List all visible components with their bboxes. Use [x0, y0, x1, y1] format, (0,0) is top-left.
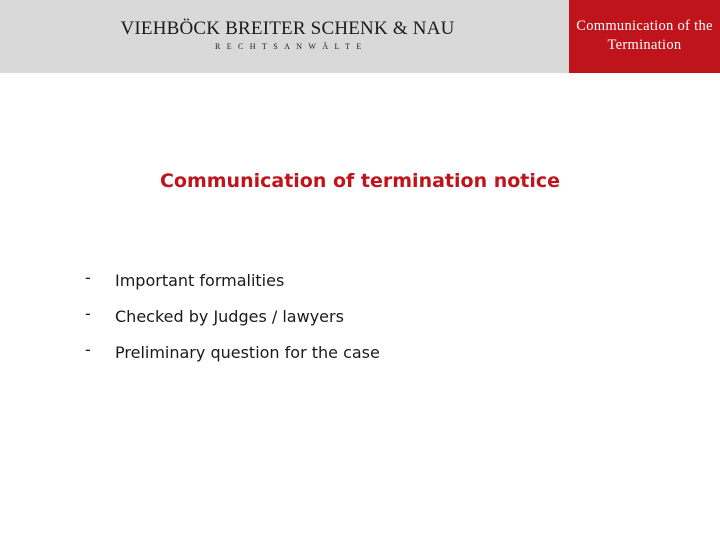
header-band	[0, 0, 569, 73]
firm-name: VIEHBÖCK BREITER SCHENK & NAU	[120, 18, 455, 39]
section-title: Communication of the Termination	[576, 18, 713, 53]
bullet-text: Preliminary question for the case	[115, 343, 380, 362]
slide-title: Communication of termination notice	[159, 170, 561, 192]
firm-subtitle: RECHTSANWÄLTE	[215, 42, 368, 51]
bullet-marker: -	[85, 268, 91, 287]
bullet-marker: -	[85, 304, 91, 323]
bullet-text: Important formalities	[115, 271, 285, 290]
section-title-box	[569, 0, 720, 73]
bullet-text: Checked by Judges / lawyers	[115, 307, 344, 326]
bullet-marker: -	[85, 340, 91, 359]
